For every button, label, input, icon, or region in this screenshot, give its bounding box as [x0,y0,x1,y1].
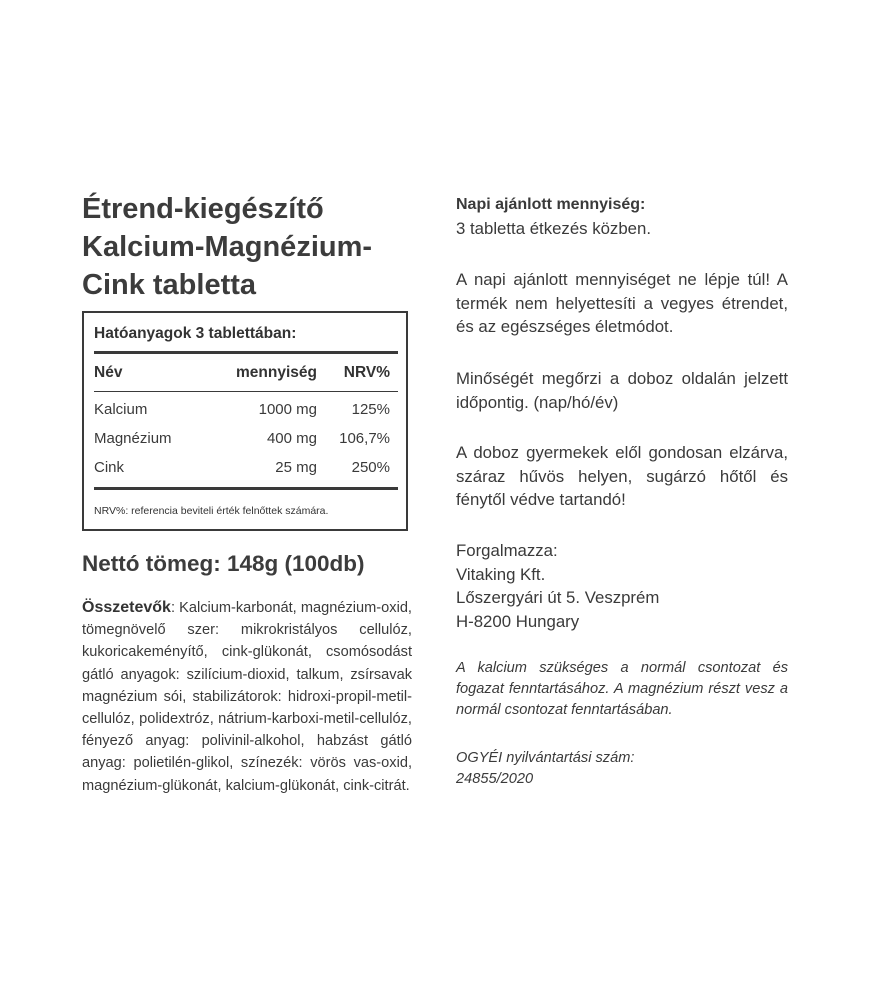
row-name: Cink [94,459,125,476]
distributor-label: Forgalmazza: [456,541,558,560]
warning-text: A napi ajánlott mennyiséget ne lépje túl! A termék nem helyettesíti a vegyes étrendet, és az egészséges életmódot. [456,270,788,336]
net-weight: Nettó tömeg: 148g (100db) [82,551,365,576]
table-row [84,401,406,425]
row-name: Kalcium [94,401,148,418]
table-rule-top [94,351,398,354]
distributor-postal: H-8200 Hungary [456,611,580,631]
nrv-footnote: NRV%: referencia beviteli érték felnőttek számára. [94,505,329,517]
dosage-block [456,193,788,240]
title-line-3: Cink tabletta [82,269,257,301]
registration-block [456,748,788,790]
row-nrv: 106,7% [339,430,390,447]
registration-number: 24855/2020 [456,771,534,787]
row-name: Magnézium [94,430,172,447]
dosage-heading: Napi ajánlott mennyiség: [456,196,646,213]
table-row [84,459,406,483]
row-amount: 400 mg [266,430,317,447]
title-line-2: Kalcium-Magnézium- [82,231,373,263]
registration-label: OGYÉI nyilvántartási szám: [456,750,635,766]
row-nrv: 250% [351,459,390,476]
table-heading: Hatóanyagok 3 tablettában: [94,325,297,342]
dosage-text: 3 tabletta étkezés közben. [456,218,651,238]
column-header-amount: mennyiség [236,364,317,381]
ingredients-list [82,597,412,797]
distributor-block [456,539,788,633]
table-rule-bottom [94,487,398,490]
row-amount: 25 mg [275,459,317,476]
ingredients-text: : Kalcium-karbonát, magnézium-oxid, tömegnövelő szer: mikrokristályos cellulóz, kukoricakeményítő, cink-glükonát, csomósodást gátló anyagok: szilícium-dioxid, talkum, zsírsavak magnézium sói, stabilizátorok: hidroxi-propil-metil-cellulóz, polidextróz, nátrium-karboxi-metil-cellulóz, fényező anyag: polivinil-alkohol, habzást gátló anyag: polietilén-glikol, színezék: vörös vas-oxid, magnézium-glükonát, kalcium-glükonát, cink-citrát. [82,600,412,794]
distributor-address: Lőszergyári út 5. Veszprém [456,588,660,607]
table-rule-header [94,391,398,392]
storage-text: A doboz gyermekek elől gondosan elzárva, száraz hűvös helyen, sugárzó hőtől és fénytől védve tartandó! [456,443,788,509]
table-row [84,430,406,454]
health-claim: A kalcium szükséges a normál csontozat és fogazat fenntartásához. A magnézium részt vesz a normál csontozat fenntartásában. [456,660,788,718]
active-ingredients-table [82,311,408,531]
column-header-nrv: NRV% [343,364,390,381]
row-amount: 1000 mg [258,401,317,418]
column-header-name: Név [94,364,123,381]
best-before-text: Minőségét megőrzi a doboz oldalán jelzett időpontig. (nap/hó/év) [456,369,788,412]
title-line-1: Étrend-kiegészítő [82,193,324,225]
ingredients-label: Összetevők [82,599,171,616]
row-nrv: 125% [351,401,390,418]
distributor-name: Vitaking Kft. [456,564,546,584]
product-title [82,190,412,304]
